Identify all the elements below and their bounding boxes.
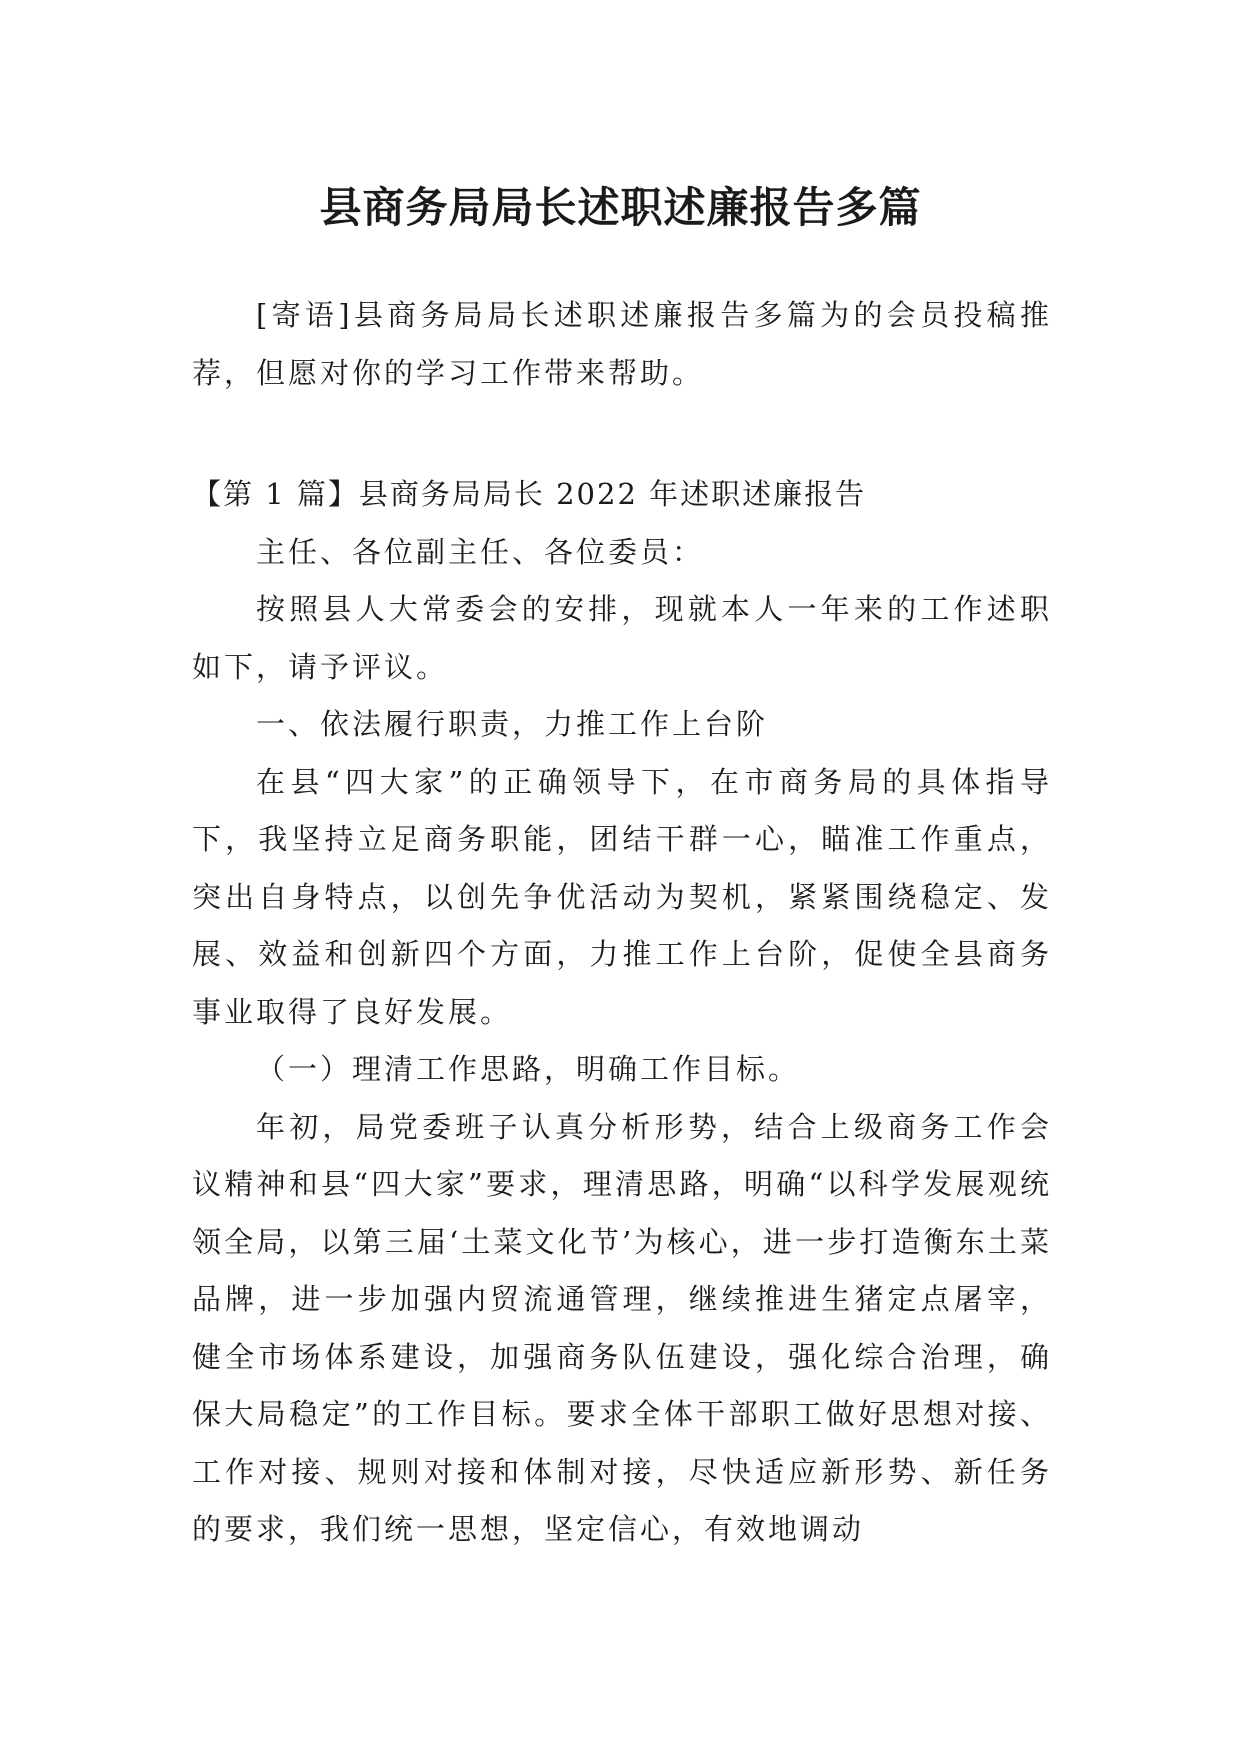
intro-paragraph: 按照县人大常委会的安排，现就本人一年来的工作述职如下，请予评议。: [192, 592, 1052, 684]
report-body: [192, 466, 1052, 1559]
section-one-heading: 一、依法履行职责，力推工作上台阶: [256, 707, 769, 741]
document-title: 县商务局局长述职述廉报告多篇: [319, 183, 922, 233]
foreword-block: [192, 287, 1052, 402]
section-one-paragraph: 在县“四大家”的正确领导下，在市商务局的具体指导下，我坚持立足商务职能，团结干群一心，瞄准工作重点，突出自身特点，以创先争优活动为契机，紧紧围绕稳定、发展、效益和创新四个方面，力推工作上台阶，促使全县商务事业取得了良好发展。: [192, 764, 1052, 1029]
foreword-paragraph: [寄语]县商务局局长述职述廉报告多篇为的会员投稿推荐，但愿对你的学习工作带来帮助。: [192, 298, 1052, 390]
subsection-one-heading: （一）理清工作思路，明确工作目标。: [256, 1052, 801, 1086]
chapter-heading: 【第 1 篇】县商务局局长 2022 年述职述廉报告: [192, 477, 867, 511]
salutation-paragraph: 主任、各位副主任、各位委员：: [256, 534, 705, 569]
subsection-one-paragraph: 年初，局党委班子认真分析形势，结合上级商务工作会议精神和县“四大家”要求，理清思路，明确“以科学发展观统领全局，以第三届‘土菜文化节’为核心，进一步打造衡东土菜品牌，进一步加强内贸流通管理，继续推进生猪定点屠宰，健全市场体系建设，加强商务队伍建设，强化综合治理，确保大局稳定”的工作目标。要求全体干部职工做好思想对接、工作对接、规则对接和体制对接，尽快适应新形势、新任务的要求，我们统一思想，坚定信心，有效地调动: [192, 1109, 1052, 1546]
